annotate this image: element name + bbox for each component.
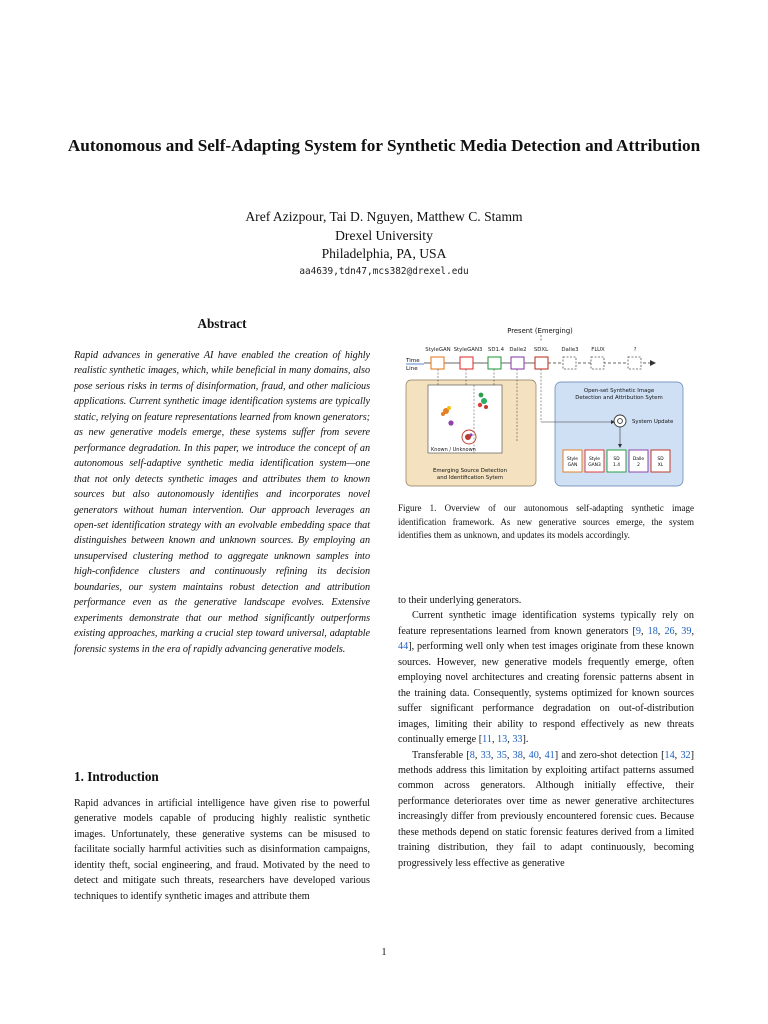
gen-label-stylegan: StyleGAN [425, 347, 451, 353]
gen-box-dalle3 [563, 357, 576, 369]
svg-text:SD: SD [613, 457, 620, 462]
right-column-text [398, 593, 694, 871]
model-box-dalle2 [629, 450, 648, 472]
gen-label-dalle3: Dalle3 [561, 347, 579, 353]
gen-box-dalle2 [511, 357, 524, 369]
paragraph: Transferable [8, 33, 35, 38, 40, 41] and zero-shot detection [14, 32] methods address this limitation by exploiting artifact patterns assumed common across generators. Although initially effective, their performance deteriorates over time as newer generative architectures increasingly differ from previously encountered forensic cues. Because these methods depend on static forensic features derived from a limited training distribution, they fail to adapt continuously, becoming progressively less effective as generative [398, 749, 695, 869]
model-box-sdxl [651, 450, 670, 472]
svg-text:Line: Line [406, 366, 418, 372]
citation-link[interactable]: 33 [480, 749, 491, 761]
svg-text:XL: XL [657, 463, 664, 468]
gen-label-dalle2: Dalle2 [509, 347, 527, 353]
figure-1 [398, 322, 694, 494]
authors: Aref Azizpour, Tai D. Nguyen, Matthew C. Stamm [245, 209, 523, 224]
citation-link[interactable]: 38 [512, 749, 523, 761]
citation-link[interactable]: 33 [512, 734, 523, 746]
timeline-label: Time [406, 358, 420, 364]
present-label: Present (Emerging) [507, 327, 573, 335]
gen-label-sdxl: SDXL [533, 347, 549, 353]
citation-link[interactable]: 9 [635, 625, 641, 637]
gen-label-flux: FLUX [591, 347, 605, 353]
citation-link[interactable]: 14 [664, 749, 675, 761]
citation-link[interactable]: 35 [496, 749, 507, 761]
location: Philadelphia, PA, USA [321, 246, 447, 261]
svg-text:1.4: 1.4 [613, 463, 620, 468]
citation-link[interactable]: 11 [482, 734, 492, 746]
citation-link[interactable]: 41 [544, 749, 555, 761]
citation-link[interactable]: 44 [398, 641, 409, 653]
paragraph: to their underlying generators. [398, 595, 522, 606]
gen-box-unknown [628, 357, 641, 369]
svg-text:Detection and Attribution Syte: Detection and Attribution Sytem [575, 395, 663, 401]
section-heading-introduction: 1. Introduction [74, 769, 159, 784]
emerging-panel-title: Emerging Source Detection [433, 468, 507, 474]
svg-text:GAN3: GAN3 [588, 463, 601, 468]
abstract-heading: Abstract [197, 316, 247, 331]
affiliation: Drexel University [335, 227, 433, 243]
gen-label-stylegan3: StyleGAN3 [453, 347, 483, 353]
gen-label-sd14: SD1.4 [487, 347, 505, 353]
svg-text:GAN: GAN [567, 463, 578, 468]
paragraph: Current synthetic image identification systems typically rely on feature representations learned from known generators [9, 18, 26, 39, 44], performing well only when test images originate from these known sources. However, new generative models frequently emerge, often employing novel architectures and creating forensic patterns absent in the training data. Consequently, systems optimized for known sources suffer significant performance degradation on out-of-distribution images, limiting their ability to respond effectively as new threats continually emerge [11, 13, 33]. [398, 610, 695, 746]
figure-diagram [398, 322, 694, 494]
citation-link[interactable]: 8 [469, 749, 475, 761]
emails: aa4639,tdn47,mcs382@drexel.edu [299, 266, 469, 277]
citation-link[interactable]: 32 [680, 749, 691, 761]
author-block [134, 208, 634, 264]
citation-link[interactable]: 18 [647, 625, 658, 637]
gen-label-unknown: ? [633, 347, 637, 353]
gen-box-flux [591, 357, 604, 369]
gen-box-sdxl [535, 357, 548, 369]
introduction-text: Rapid advances in artificial intelligence have given rise to powerful generative models capable of producing highly realistic synthetic images. Unfortunately, these generative systems can be misused to facilitate socially harmful activities such as disinformation campaigns, identity theft, social engineering, and fraud. Motivated by the need to detect and mitigate such threats, researchers have developed various techniques to identify synthetic images and attribute them [74, 798, 370, 902]
system-update-label: System Update [632, 419, 674, 425]
svg-text:Style: Style [566, 457, 579, 462]
known-unknown-label: Known / Unknown [431, 447, 476, 453]
citation-link[interactable]: 26 [664, 625, 675, 637]
svg-text:Style: Style [588, 457, 601, 462]
figure-caption: Figure 1. Overview of our autonomous self-adapting synthetic image identification framework. As new generative sources emerge, the system identifies them as unknown, and updates its models accordingly. [398, 503, 694, 541]
page-number: 1 [381, 947, 387, 958]
gen-box-stylegan3 [460, 357, 473, 369]
openset-panel-title: Open-set Synthetic Image [583, 388, 655, 394]
citation-link[interactable]: 40 [528, 749, 539, 761]
citation-link[interactable]: 13 [497, 734, 508, 746]
abstract-text: Rapid advances in generative AI have enabled the creation of highly realistic synthetic images, which, while beneficial in many domains, also pose serious risks in terms of disinformation, fraud, and other malicious applications. Current synthetic image identification systems are typically static, relying on feature representations learned from known generators; as new generative models emerge, these systems suffer from severe performance degradation. In this paper, we introduce the concept of an autonomous self-adaptive synthetic media identification system—one that not only detects synthetic images and attributes them to known sources but also autonomously identifies and incorporates novel generators without human intervention. Our approach leverages an open-set identification strategy with an evolvable embedding space that distinguishes between known and unknown sources. By employing an unsupervised clustering method to aggregate unknown samples into high-confidence clusters and continuously refining its decision boundaries, our system maintains robust detection and attribution performance even as the generative landscape evolves. Extensive experiments demonstrate that our method significantly outperforms existing approaches, marking a crucial step toward universal, adaptable forensic systems in the era of rapidly advancing generative models. [74, 350, 370, 655]
gear-icon [614, 415, 626, 427]
gen-box-sd14 [488, 357, 501, 369]
svg-text:Dalle: Dalle [632, 457, 645, 462]
citation-link[interactable]: 39 [681, 625, 692, 637]
model-box-stylegan [563, 450, 582, 472]
svg-text:and Identification Sytem: and Identification Sytem [436, 475, 504, 481]
model-box-sd14 [607, 450, 626, 472]
svg-text:2: 2 [637, 463, 640, 468]
gen-box-stylegan [431, 357, 444, 369]
model-box-stylegan3 [585, 450, 604, 472]
svg-text:SD: SD [657, 457, 664, 462]
paper-title: Autonomous and Self-Adapting System for Synthetic Media Detection and Attribution [67, 136, 701, 155]
